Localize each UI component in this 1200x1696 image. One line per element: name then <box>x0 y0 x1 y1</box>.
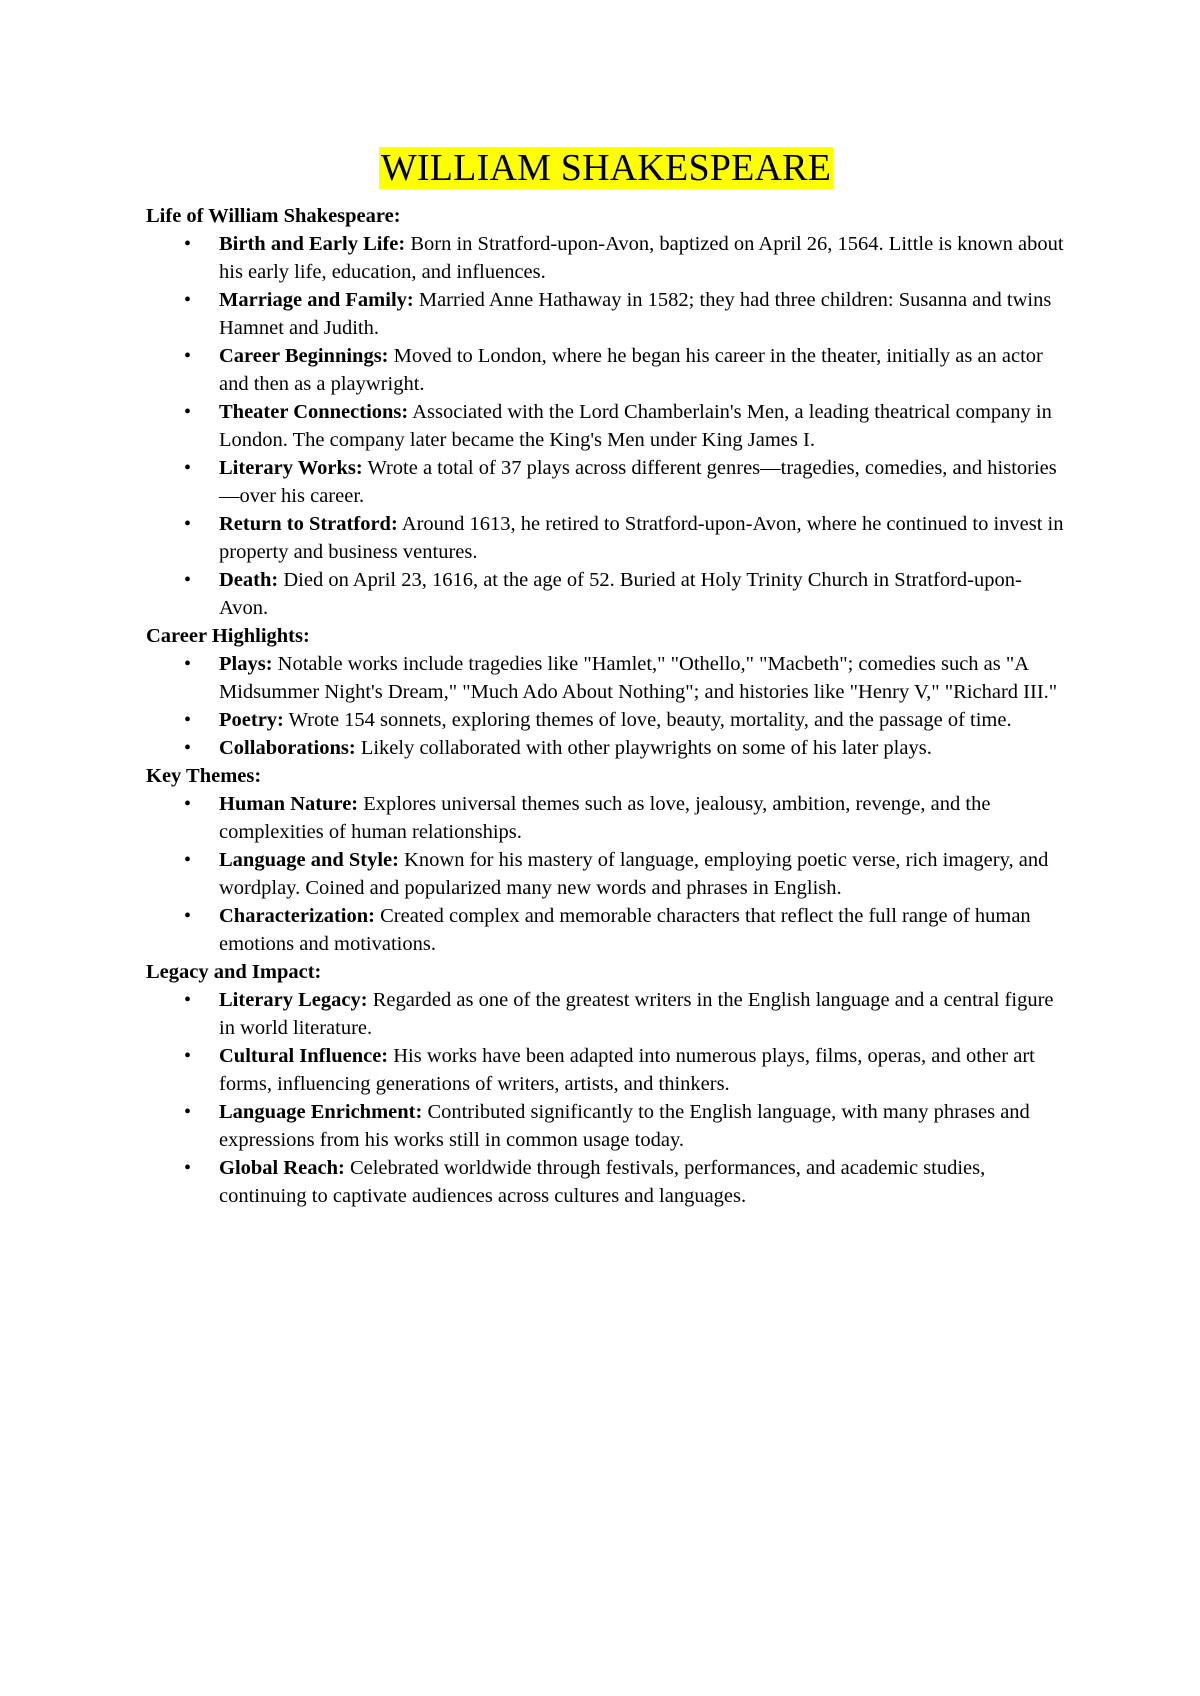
document-page <box>146 147 1066 1210</box>
bullet-icon: • <box>184 1157 192 1179</box>
list-item <box>146 566 1066 622</box>
section-career-highlights <box>146 622 1066 762</box>
item-description: Died on April 23, 1616, at the age of 52. Buried at Holy Trinity Church in Stratford-upon-Avon. <box>219 569 1022 619</box>
bullet-icon: • <box>184 737 192 759</box>
section-legacy-and-impact <box>146 958 1066 1210</box>
item-term: Career Beginnings: <box>219 345 389 367</box>
list-item <box>146 1098 1066 1154</box>
bullet-icon: • <box>184 233 192 255</box>
item-term: Death: <box>219 569 279 591</box>
item-term: Language Enrichment: <box>219 1101 423 1123</box>
bullet-icon: • <box>184 1045 192 1067</box>
item-description: Born in Stratford-upon-Avon, baptized on April 26, 1564. Little is known about his early life, education, and influences. <box>219 233 1064 283</box>
item-description: Likely collaborated with other playwrights on some of his later plays. <box>360 737 932 759</box>
item-description: His works have been adapted into numerous plays, films, operas, and other art forms, influencing generations of writers, artists, and thinkers. <box>219 1045 1035 1095</box>
item-term: Poetry: <box>219 709 284 731</box>
list-item <box>146 650 1066 706</box>
list-item <box>146 1042 1066 1098</box>
list-item <box>146 790 1066 846</box>
bullet-icon: • <box>184 905 192 927</box>
section-key-themes <box>146 762 1066 958</box>
list-item <box>146 398 1066 454</box>
item-description: Around 1613, he retired to Stratford-upon-Avon, where he continued to invest in property and business ventures. <box>219 513 1064 563</box>
bullet-list <box>146 230 1066 622</box>
list-item <box>146 986 1066 1042</box>
item-description: Known for his mastery of language, employing poetic verse, rich imagery, and wordplay. Coined and popularized many new words and phrases in English. <box>219 849 1049 899</box>
item-description: Explores universal themes such as love, jealousy, ambition, revenge, and the complexities of human relationships. <box>219 793 991 843</box>
item-term: Collaborations: <box>219 737 356 759</box>
item-description: Celebrated worldwide through festivals, performances, and academic studies, continuing to captivate audiences across cultures and languages. <box>219 1157 986 1207</box>
bullet-icon: • <box>184 569 192 591</box>
item-description: Married Anne Hathaway in 1582; they had three children: Susanna and twins Hamnet and Judith. <box>219 289 1052 339</box>
list-item <box>146 286 1066 342</box>
bullet-icon: • <box>184 849 192 871</box>
bullet-icon: • <box>184 401 192 423</box>
item-description: Wrote a total of 37 plays across different genres—tragedies, comedies, and histories—over his career. <box>219 457 1057 507</box>
section-heading: Key Themes: <box>146 765 262 787</box>
bullet-icon: • <box>184 289 192 311</box>
list-item <box>146 902 1066 958</box>
bullet-icon: • <box>184 989 192 1011</box>
list-item <box>146 706 1066 734</box>
section-heading: Career Highlights: <box>146 625 310 647</box>
item-description: Contributed significantly to the English language, with many phrases and expressions from his works still in common usage today. <box>219 1101 1030 1151</box>
list-item <box>146 734 1066 762</box>
item-description: Associated with the Lord Chamberlain's Men, a leading theatrical company in London. The company later became the King's Men under King James I. <box>219 401 1052 451</box>
item-description: Created complex and memorable characters that reflect the full range of human emotions and motivations. <box>219 905 1031 955</box>
bullet-list <box>146 650 1066 762</box>
item-term: Plays: <box>219 653 273 675</box>
bullet-icon: • <box>184 1101 192 1123</box>
list-item <box>146 230 1066 286</box>
section-heading: Legacy and Impact: <box>146 961 322 983</box>
bullet-list <box>146 986 1066 1210</box>
bullet-icon: • <box>184 513 192 535</box>
item-term: Global Reach: <box>219 1157 345 1179</box>
section-life-of-william-shakespeare <box>146 202 1066 622</box>
section-heading: Life of William Shakespeare: <box>146 205 401 227</box>
item-description: Moved to London, where he began his career in the theater, initially as an actor and then as a playwright. <box>219 345 1043 395</box>
item-term: Literary Works: <box>219 457 363 479</box>
document-body <box>146 202 1066 1210</box>
item-term: Theater Connections: <box>219 401 409 423</box>
item-description: Notable works include tragedies like "Hamlet," "Othello," "Macbeth"; comedies such as "A Midsummer Night's Dream," "Much Ado About Nothing"; and histories like "Henry V," "Richard III." <box>219 653 1058 703</box>
item-term: Characterization: <box>219 905 375 927</box>
item-term: Cultural Influence: <box>219 1045 389 1067</box>
list-item <box>146 1154 1066 1210</box>
bullet-icon: • <box>184 793 192 815</box>
title-wrapper <box>146 147 1066 198</box>
item-term: Language and Style: <box>219 849 399 871</box>
bullet-icon: • <box>184 709 192 731</box>
document-title: WILLIAM SHAKESPEARE <box>380 147 832 189</box>
list-item <box>146 454 1066 510</box>
bullet-icon: • <box>184 653 192 675</box>
item-term: Marriage and Family: <box>219 289 414 311</box>
item-term: Literary Legacy: <box>219 989 368 1011</box>
bullet-list <box>146 790 1066 958</box>
item-description: Regarded as one of the greatest writers in the English language and a central figure in world literature. <box>219 989 1054 1039</box>
list-item <box>146 342 1066 398</box>
list-item <box>146 510 1066 566</box>
item-description: Wrote 154 sonnets, exploring themes of love, beauty, mortality, and the passage of time. <box>288 709 1012 731</box>
bullet-icon: • <box>184 457 192 479</box>
item-term: Birth and Early Life: <box>219 233 406 255</box>
item-term: Human Nature: <box>219 793 359 815</box>
list-item <box>146 846 1066 902</box>
item-term: Return to Stratford: <box>219 513 398 535</box>
bullet-icon: • <box>184 345 192 367</box>
